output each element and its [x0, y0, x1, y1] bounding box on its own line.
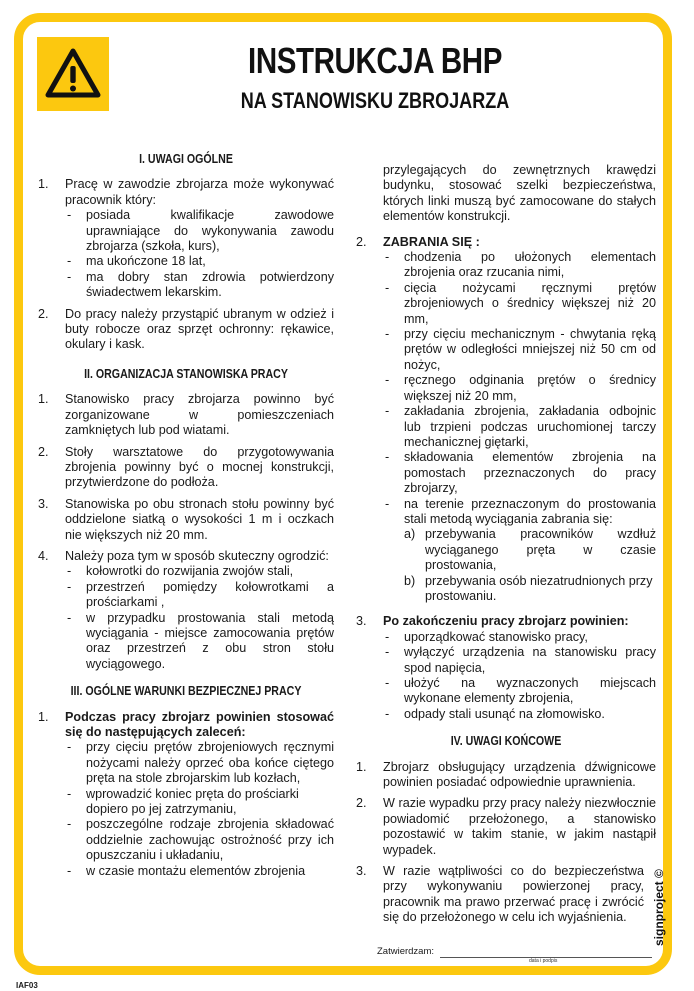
- sub-item: - posiada kwalifikacje zawodowe uprawniające do wykonywania zawodu zbrojarza (szkoła, kurs),: [65, 208, 334, 254]
- sub-item: - przy cięciu prętów zbrojeniowych ręcznymi nożycami należy oprzeć oba końce ciętego pręta na stole zbrojarskim lub kozłach,: [65, 740, 334, 786]
- right-column: [356, 163, 656, 934]
- section-heading: II. ORGANIZACJA STANOWISKA PRACY: [84, 366, 288, 381]
- section-heading: I. UWAGI OGÓLNE: [139, 152, 233, 166]
- list-item: 4. Należy poza tym w sposób skuteczny ogrodzić: - kołowrotki do rozwijania zwojów stali, - przestrzeń pomiędzy kołowrotkami a prościarkami , - w przypadku prostowania stali metodą wyciągania - miejsce zamocowania prętów oraz przestrzeń z obu stron stołu wyciągowego.: [38, 549, 334, 672]
- list-item: 3. Po zakończeniu pracy zbrojarz powinien: - uporządkować stanowisko pracy, - wyłączyć urządzenia na stanowisku pracy spod napięcia, - ułożyć na wyznaczonych miejscach wykonane elementy zbrojenia, - odpady stali usunąć na złomowisko.: [356, 614, 656, 722]
- sub-item: - w przypadku prostowania stali metodą wyciągania - miejsce zamocowania prętów oraz przestrzeń z obu stron stołu wyciągowego.: [65, 611, 334, 673]
- approve-label: Zatwierdzam:: [377, 946, 435, 957]
- list-item: 1. Zbrojarz obsługujący urządzenia dźwignicowe powinien posiadać odpowiednie uprawnienia.: [356, 759, 656, 790]
- sub-item: - ręcznego odginania prętów o średnicy większej niż 20 mm,: [383, 373, 656, 404]
- section-list: [356, 235, 656, 723]
- list-item: 2. Stoły warsztatowe do przygotowywania zbrojenia powinny być o mocnej konstrukcji, przytwierdzone do podłoża.: [38, 444, 334, 490]
- left-column: [38, 150, 334, 887]
- list-item: 2. Do pracy należy przystąpić ubranym w odzież i buty robocze oraz sprzęt ochronny: rękawice, okulary i kask.: [38, 306, 334, 352]
- alpha-item: a) przebywania pracowników wzdłuż wyciąganego pręta w czasie prostowania,: [404, 527, 656, 573]
- list-item: 2. ZABRANIA SIĘ : - chodzenia po ułożonych elementach zbrojenia oraz rzucania nimi, - cięcia nożycami ręcznymi prętów zbrojeniowych o średnicy większej niż 20 mm, - przy cięciu mechanicznym - chwytania ręką prętów w odległości mniejszej niż 50 cm od nożyc, - ręcznego odginania prętów o średnicy większej niż 20 mm, - zakładania zbrojenia, zakładania odbojnic lub trzpieni podczas uruchomionej tarczy mechanicznej giętarki, - składowania elementów zbrojenia na pomostach przeznaczonych do pracy zbrojarzy, - na terenie przeznaczonym do prostowania stali metodą wyciągania zabrania się: a) przebywania pracowników wzdłuż wyciąganego pręta w czasie prostowania, b) przebywania osób niezatrudnionych przy prostowaniu.: [356, 235, 656, 605]
- list-item: 3. Stanowiska po obu stronach stołu powinny być oddzielone siatką o wysokości 1 m i oczkach nie większych niż 20 mm.: [38, 496, 334, 542]
- sub-item: - wyłączyć urządzenia na stanowisku pracy spod napięcia,: [383, 645, 656, 676]
- section-list: [356, 760, 656, 926]
- list-item: 1. Stanowisko pracy zbrojarza powinno być zorganizowane w pomieszczeniach zamkniętych lub pod wiatami.: [38, 392, 334, 438]
- alpha-item: b) przebywania osób niezatrudnionych przy prostowaniu.: [404, 573, 653, 603]
- section-heading: III. OGÓLNE WARUNKI BEZPIECZNEJ PRACY: [70, 684, 302, 699]
- list-item: 1. Podczas pracy zbrojarz powinien stosować się do następujących zaleceń: - przy cięciu prętów zbrojeniowych ręcznymi nożycami należy oprzeć oba końce ciętego pręta na stole zbrojarskim lub kozłach, - wprowadzić koniec pręta do prościarki dopiero po jej zatrzymaniu, - poszczególne rodzaje zbrojenia składować oddzielnie zachowując ostrożność przy ich opuszczaniu i układaniu, - w czasie montażu elementów zbrojenia: [38, 710, 334, 879]
- date-signature-label: data i podpis: [529, 958, 558, 964]
- brand-mark: signproject ©: [652, 869, 666, 946]
- list-item: 1. Pracę w zawodzie zbrojarza może wykonywać pracownik który: - posiada kwalifikacje zawodowe uprawniające do wykonywania zawodu zbrojarza (szkoła, kurs), - ma ukończone 18 lat, - ma dobry stan zdrowia potwierdzony świadectwem lekarskim.: [38, 177, 334, 300]
- sub-item: - przy cięciu mechanicznym - chwytania ręką prętów w odległości mniejszej niż 50 cm od nożyc,: [383, 327, 656, 373]
- sub-item: - cięcia nożycami ręcznymi prętów zbrojeniowych o średnicy większej niż 20 mm,: [383, 281, 656, 327]
- sub-item: - kołowrotki do rozwijania zwojów stali,: [65, 564, 334, 579]
- sub-item: - przestrzeń pomiędzy kołowrotkami a prościarkami ,: [65, 580, 334, 611]
- sub-item: - poszczególne rodzaje zbrojenia składować oddzielnie zachowując ostrożność przy ich opuszczaniu i układaniu,: [65, 817, 334, 863]
- sub-item: - ma dobry stan zdrowia potwierdzony świadectwem lekarskim.: [65, 270, 334, 301]
- continuation-text: przylegających do zewnętrznych krawędzi budynku, stosować szelki bezpieczeństwa, których linki muszą być zamocowane do stałych elementów konstrukcji.: [383, 163, 656, 224]
- section-list: [38, 177, 334, 352]
- sub-item: - odpady stali usunąć na złomowisko.: [383, 707, 656, 722]
- page-title: INSTRUKCJA BHP: [248, 40, 502, 81]
- list-item: 3. W razie wątpliwości co do bezpieczeństwa przy wykonywaniu powierzonej pracy, pracownik ma prawo przerwać pracę i zwrócić się do przełożonego w celu ich wyjaśnienia.: [356, 864, 644, 925]
- sub-item: - uporządkować stanowisko pracy,: [383, 630, 656, 645]
- page-subtitle: NA STANOWISKU ZBROJARZA: [240, 88, 510, 113]
- sub-item: - ułożyć na wyznaczonych miejscach wykonane elementy zbrojenia,: [383, 676, 656, 707]
- sub-item: - na terenie przeznaczonym do prostowania stali metodą wyciągania zabrania się:: [383, 497, 656, 528]
- section-list: [38, 710, 334, 879]
- list-item: 2. W razie wypadku przy pracy należy niezwłocznie powiadomić przełożonego, a stanowisko pozostawić w takim stanie, w jakim nastąpił wypadek.: [356, 796, 656, 857]
- sub-item: - chodzenia po ułożonych elementach zbrojenia oraz rzucania nimi,: [383, 250, 656, 281]
- section-list: [38, 392, 334, 672]
- sub-item: - składowania elementów zbrojenia na pomostach przeznaczonych do pracy zbrojarzy,: [383, 450, 656, 496]
- sub-item: - wprowadzić koniec pręta do prościarki dopiero po jej zatrzymaniu,: [65, 787, 334, 818]
- sub-item: - w czasie montażu elementów zbrojenia: [65, 864, 334, 879]
- warning-badge: [37, 37, 109, 111]
- warning-triangle-icon: [37, 37, 109, 111]
- section-heading: IV. UWAGI KOŃCOWE: [450, 734, 562, 749]
- sub-item: - ma ukończone 18 lat,: [65, 254, 334, 269]
- sub-item: - zakładania zbrojenia, zakładania odbojnic lub trzpieni podczas uruchomionej tarczy mechanicznej giętarki,: [383, 404, 656, 450]
- product-code: IAF03: [16, 981, 38, 990]
